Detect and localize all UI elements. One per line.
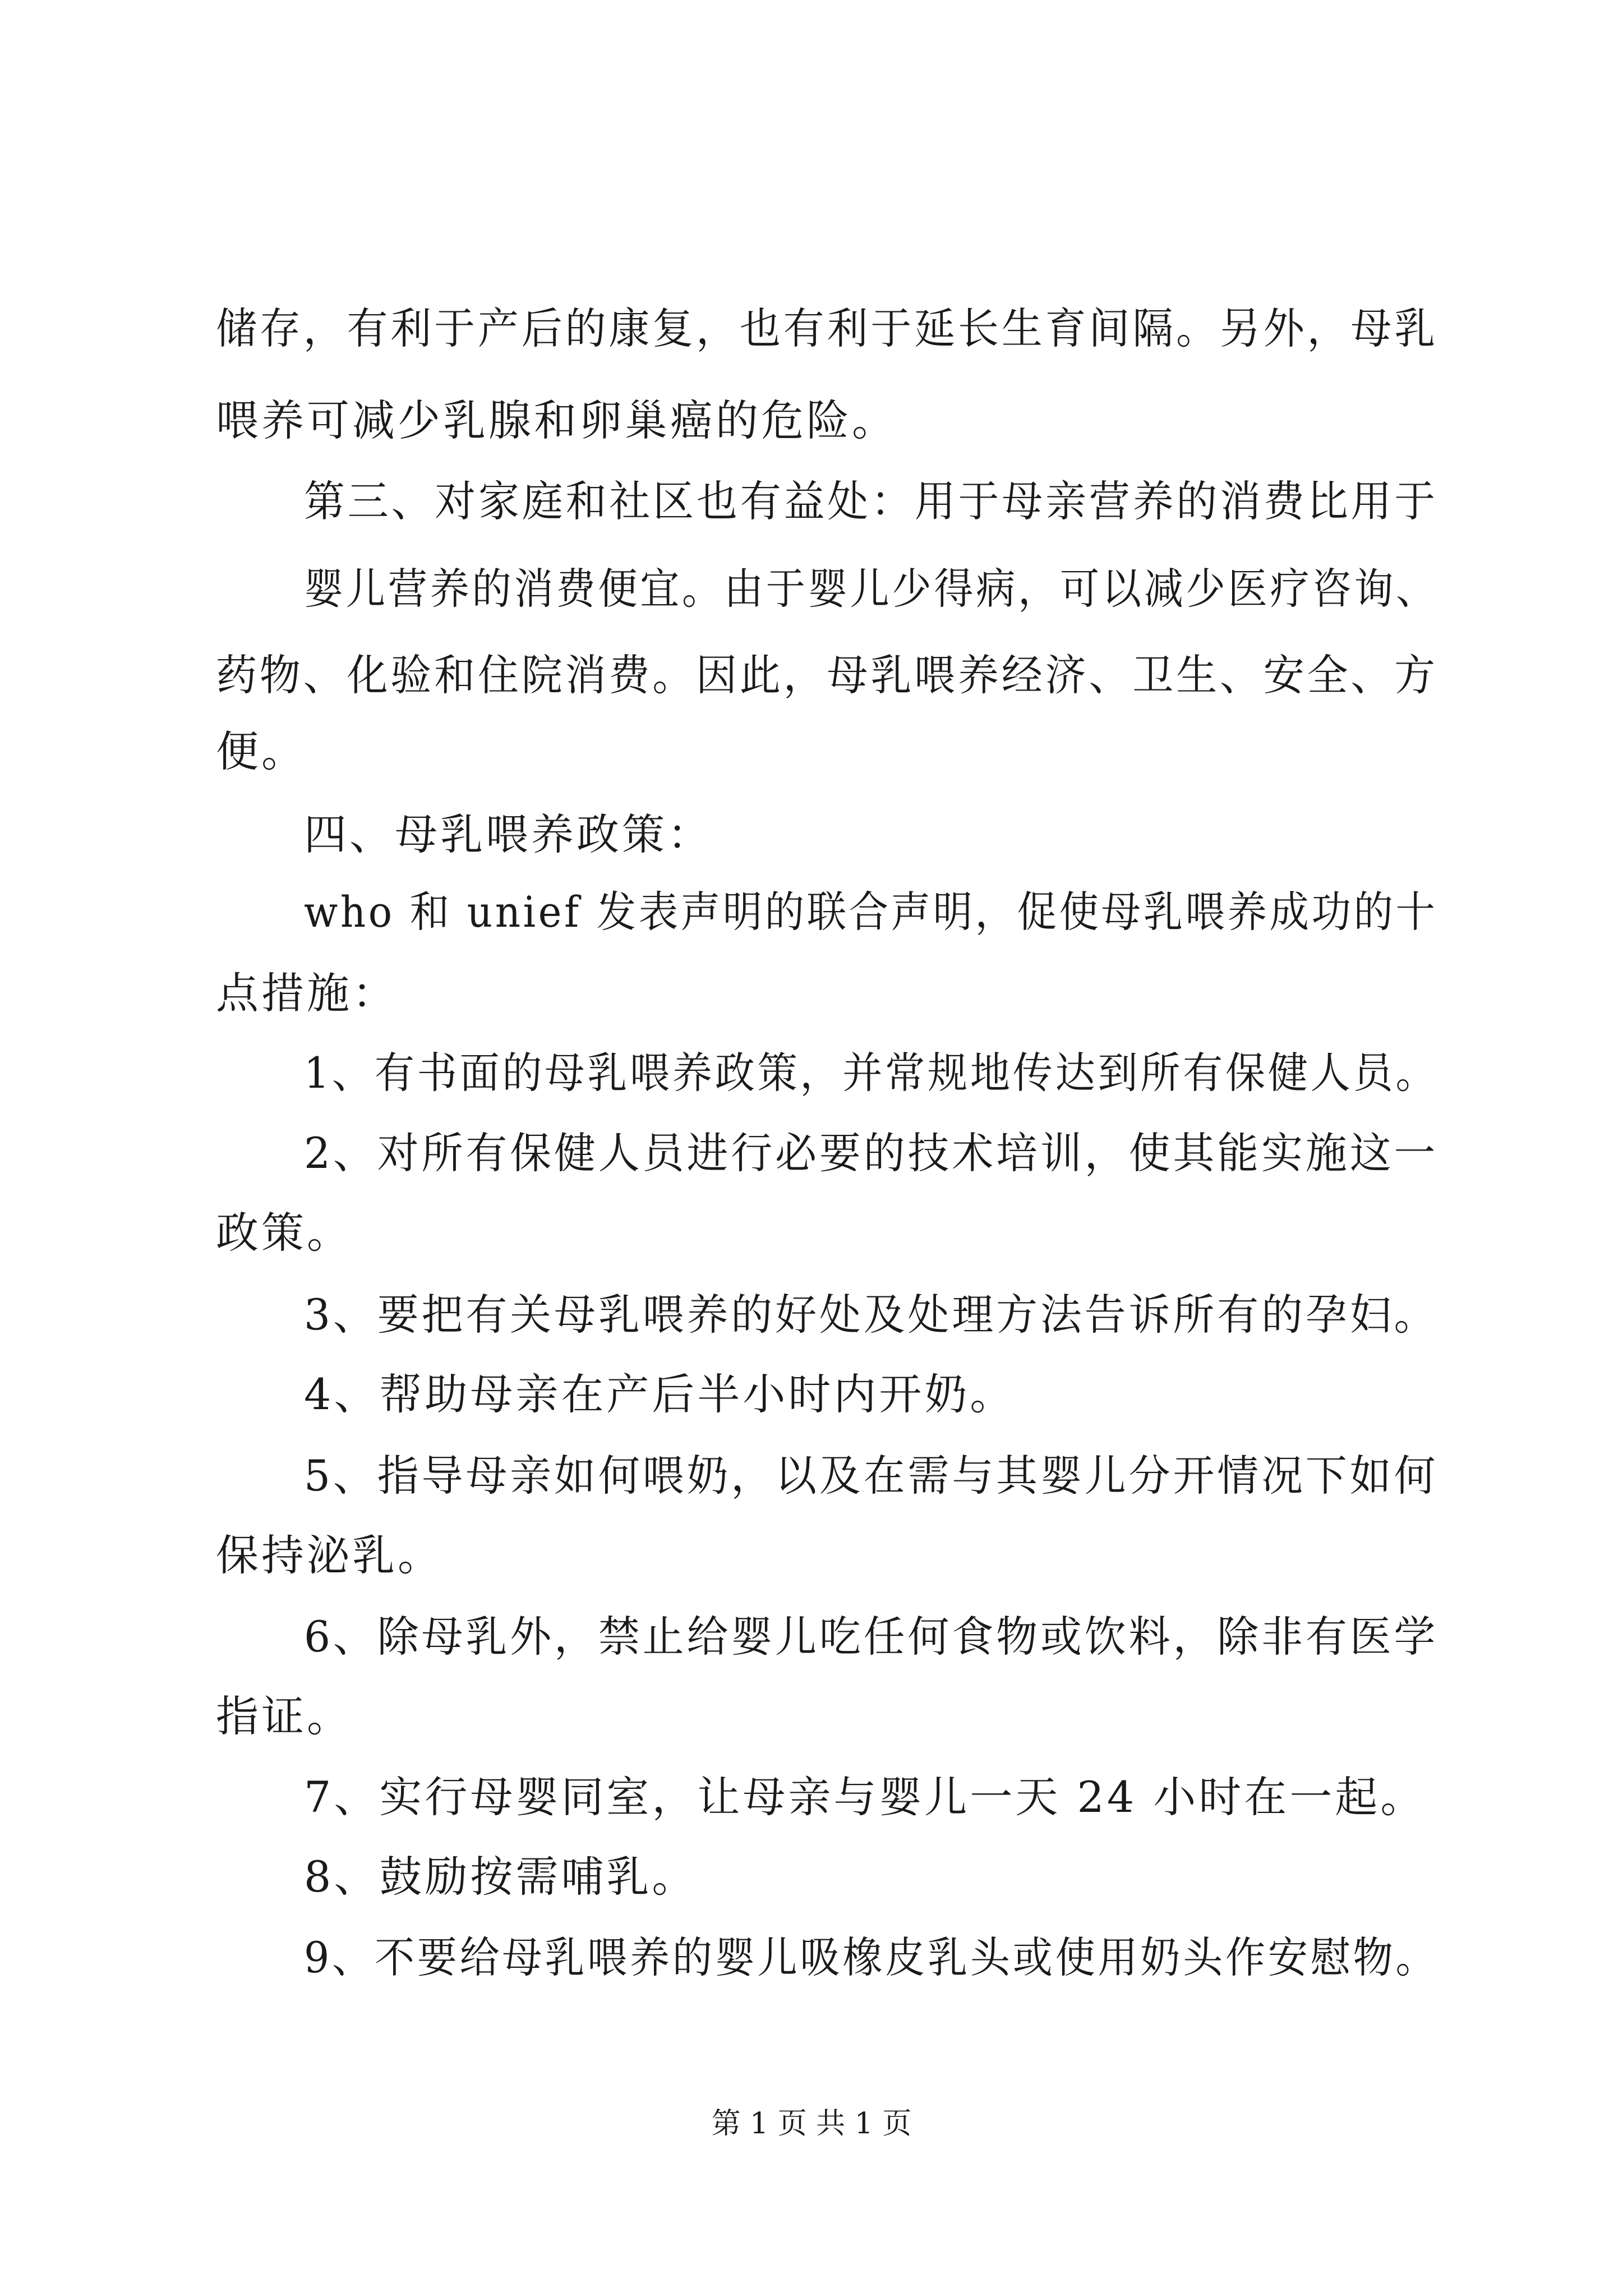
list-item-3: 3、要把有关母乳喂养的好处及处理方法告诉所有的孕妇。 (304, 1290, 1438, 1340)
list-item-7: 7、实行母婴同室，让母亲与婴儿一天 24 小时在一起。 (304, 1772, 1426, 1822)
page-footer: 第 1 页 共 1 页 (711, 2107, 912, 2141)
list-item-9: 9、不要给母乳喂养的婴儿吸橡皮乳头或使用奶头作安慰物。 (304, 1932, 1438, 1982)
list-item-6: 6、除母乳外，禁止给婴儿吃任何食物或饮料，除非有医学 (304, 1612, 1438, 1662)
list-item-8: 8、鼓励按需哺乳。 (304, 1852, 698, 1902)
list-item-6-cont: 指证。 (216, 1691, 352, 1741)
paragraph-line-1: 储存，有利于产后的康复，也有利于延长生育间隔。另外，母乳 (216, 303, 1438, 353)
list-item-5-cont: 保持泌乳。 (216, 1530, 443, 1580)
section-heading: 四、母乳喂养政策： (304, 809, 713, 859)
paragraph-line-9: 点措施： (216, 968, 398, 1018)
list-item-4: 4、帮助母亲在产后半小时内开奶。 (304, 1369, 1016, 1419)
list-item-2: 2、对所有保健人员进行必要的技术培训，使其能实施这一 (304, 1128, 1438, 1178)
list-item-1: 1、有书面的母乳喂养政策，并常规地传达到所有保健人员。 (304, 1048, 1438, 1098)
paragraph-line-2: 喂养可减少乳腺和卵巢癌的危险。 (216, 395, 897, 445)
paragraph-line-3: 第三、对家庭和社区也有益处：用于母亲营养的消费比用于 (304, 476, 1438, 526)
paragraph-line-8: who 和 unief 发表声明的联合声明，促使母乳喂养成功的十 (304, 887, 1438, 937)
paragraph-line-5: 药物、化验和住院消费。因此，母乳喂养经济、卫生、安全、方 (216, 650, 1438, 700)
list-item-2-cont: 政策。 (216, 1208, 352, 1258)
paragraph-line-4: 婴儿营养的消费便宜。由于婴儿少得病，可以减少医疗咨询、 (304, 564, 1438, 614)
list-item-5: 5、指导母亲如何喂奶，以及在需与其婴儿分开情况下如何 (304, 1451, 1438, 1501)
paragraph-line-6: 便。 (216, 726, 307, 776)
